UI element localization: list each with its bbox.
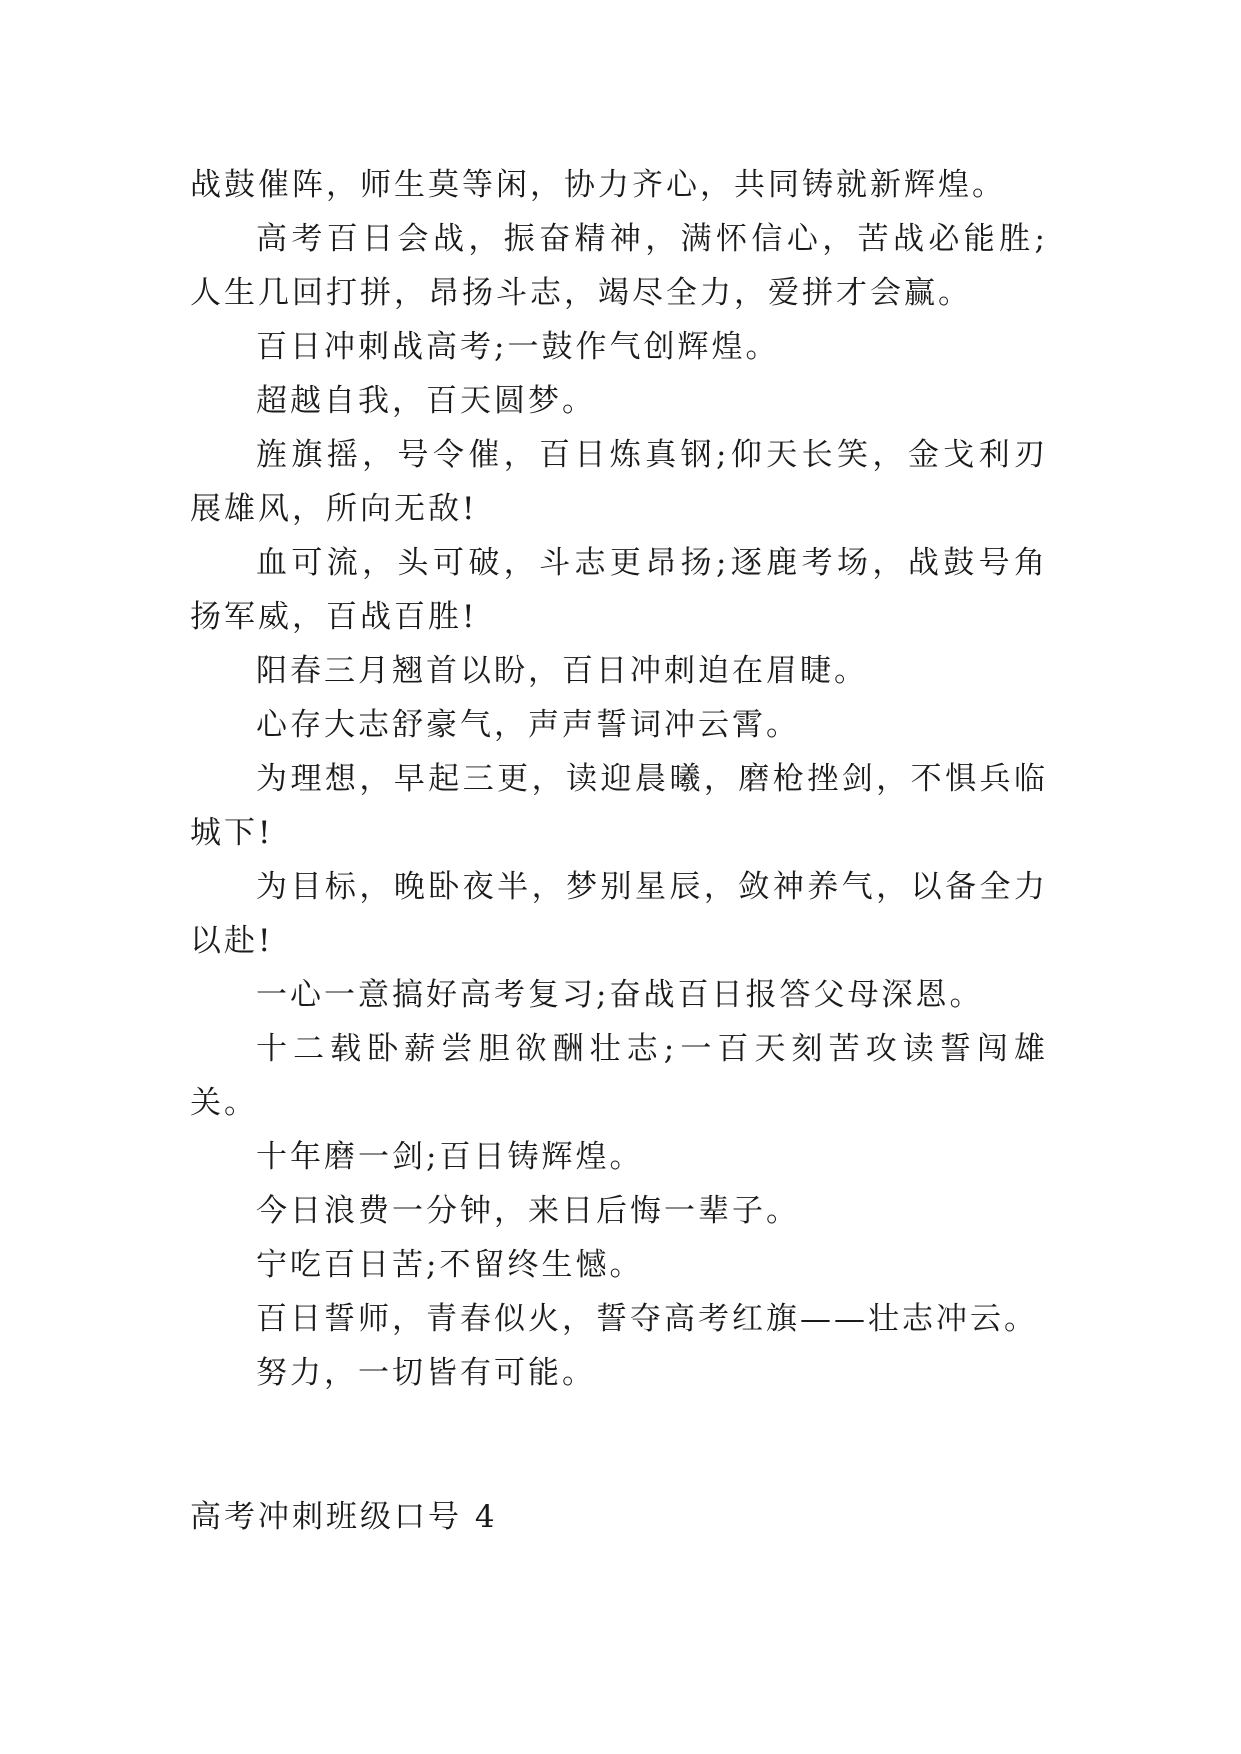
- paragraph: 阳春三月翘首以盼，百日冲刺迫在眉睫。: [256, 653, 868, 689]
- document-body: [190, 158, 1048, 1544]
- paragraph: 心存大志舒豪气，声声誓词冲云霄。: [256, 707, 800, 743]
- paragraph: 战鼓催阵，师生莫等闲，协力齐心，共同铸就新辉煌。: [190, 167, 1006, 203]
- paragraph: 高考百日会战，振奋精神，满怀信心，苦战必能胜;人生几回打拼，昂扬斗志，竭尽全力，爱拼才会赢。: [190, 221, 1048, 311]
- paragraph: 百日冲刺战高考;一鼓作气创辉煌。: [256, 329, 780, 365]
- paragraph: 为目标，晚卧夜半，梦别星辰，敛神养气，以备全力以赴!: [190, 869, 1048, 959]
- paragraph: 超越自我，百天圆梦。: [256, 383, 596, 419]
- paragraph: 为理想，早起三更，读迎晨曦，磨枪挫剑，不惧兵临城下!: [190, 761, 1048, 851]
- paragraph: 一心一意搞好高考复习;奋战百日报答父母深恩。: [256, 977, 984, 1013]
- paragraph: 旌旗摇，号令催，百日炼真钢;仰天长笑，金戈利刃展雄风，所向无敌!: [190, 437, 1048, 527]
- section-title: 高考冲刺班级口号 4: [190, 1499, 498, 1535]
- paragraph: 努力，一切皆有可能。: [256, 1355, 596, 1391]
- paragraph: 十年磨一剑;百日铸辉煌。: [256, 1139, 644, 1175]
- paragraph: 血可流，头可破，斗志更昂扬;逐鹿考场，战鼓号角扬军威，百战百胜!: [190, 545, 1048, 635]
- paragraph: 宁吃百日苦;不留终生憾。: [256, 1247, 644, 1283]
- paragraph: 百日誓师，青春似火，誓夺高考红旗——壮志冲云。: [256, 1301, 1038, 1337]
- paragraph: 十二载卧薪尝胆欲酬壮志;一百天刻苦攻读誓闯雄关。: [190, 1031, 1048, 1121]
- paragraph: 今日浪费一分钟，来日后悔一辈子。: [256, 1193, 800, 1229]
